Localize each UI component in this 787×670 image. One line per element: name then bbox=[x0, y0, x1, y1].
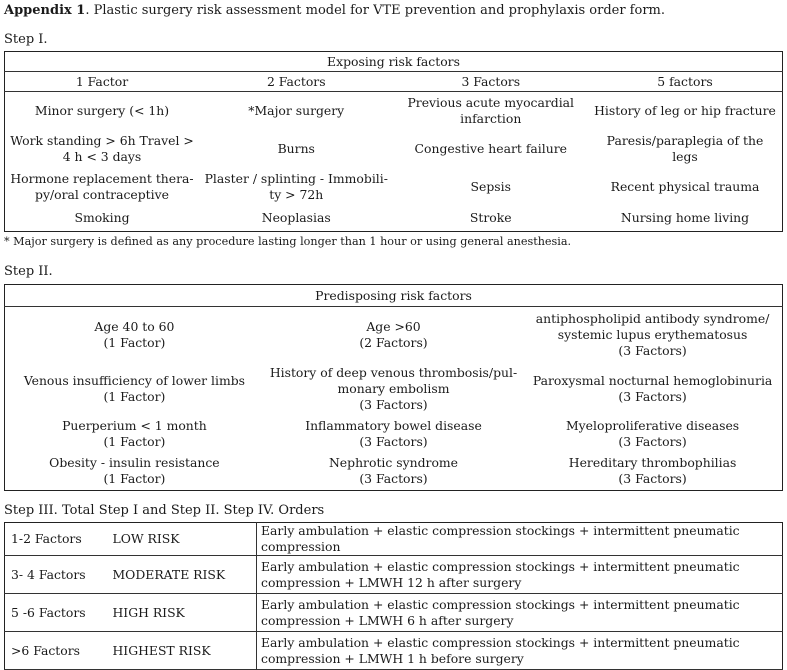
column-header: 5 factors bbox=[657, 73, 713, 89]
predisposing-risk-table bbox=[4, 284, 783, 491]
order-cell: Early ambulation + elastic compression stockings + intermittent pneumatic compression + LMWH 1 h before surgery bbox=[257, 632, 783, 670]
risk-orders-table bbox=[4, 522, 783, 670]
table-cell: Nursing home living bbox=[620, 210, 750, 226]
column-header: 1 Factor bbox=[75, 73, 129, 89]
risk-factor-cell bbox=[523, 363, 782, 415]
order-cell: Early ambulation + elastic compression stockings + intermittent pneumatic compression + LMWH 12 h after surgery bbox=[257, 556, 783, 594]
risk-factor-points: (3 Factors) bbox=[618, 342, 687, 358]
risk-factor-points: (3 Factors) bbox=[359, 433, 428, 449]
risk-factor-name: Age 40 to 60 bbox=[94, 318, 175, 334]
risk-factor-name: Paroxysmal nocturnal hemoglobinuria bbox=[532, 372, 773, 388]
risk-factor-cell bbox=[5, 453, 264, 491]
risk-factor-cell bbox=[264, 307, 523, 363]
risk-factor-cell bbox=[5, 307, 264, 363]
risk-factor-name: Hereditary thrombophilias bbox=[568, 455, 737, 471]
risk-factor-name: Age >60 bbox=[366, 318, 421, 334]
risk-factor-name: Puerperium < 1 month bbox=[62, 417, 207, 433]
column-header: 2 Factors bbox=[266, 73, 326, 89]
risk-factor-points: (1 Factor) bbox=[103, 433, 166, 449]
risk-factor-name: Myeloproliferative diseases bbox=[566, 417, 740, 433]
column-header: 3 Factors bbox=[461, 73, 521, 89]
risk-factor-points: (2 Factors) bbox=[359, 334, 428, 350]
risk-level-cell: LOW RISK bbox=[109, 523, 257, 556]
table-cell: Neoplasias bbox=[261, 210, 331, 226]
table-cell: *Major surgery bbox=[248, 102, 345, 118]
factor-total-cell: 3- 4 Factors bbox=[5, 556, 109, 594]
risk-factor-points: (3 Factors) bbox=[359, 471, 428, 487]
table-cell: Sepsis bbox=[470, 178, 511, 194]
table-cell: Smoking bbox=[74, 210, 130, 226]
table-cell: History of leg or hip fracture bbox=[594, 102, 776, 118]
risk-level-cell: HIGHEST RISK bbox=[109, 632, 257, 670]
risk-factor-points: (3 Factors) bbox=[618, 388, 687, 404]
table-cell: Plaster / splinting - Immobili-ty > 72h bbox=[204, 170, 388, 202]
risk-factor-name: Inflammatory bowel disease bbox=[305, 417, 482, 433]
table-cell: Stroke bbox=[469, 210, 512, 226]
risk-factor-cell bbox=[523, 415, 782, 453]
major-surgery-note: * Major surgery is defined as any procedure lasting longer than 1 hour or using general anesthesia. bbox=[4, 235, 572, 248]
risk-level-cell: MODERATE RISK bbox=[109, 556, 257, 594]
table-cell: Recent physical trauma bbox=[610, 178, 760, 194]
risk-factor-points: (3 Factors) bbox=[618, 433, 687, 449]
table-cell: Minor surgery (< 1h) bbox=[34, 102, 170, 118]
risk-factor-cell bbox=[523, 307, 782, 363]
factor-total-cell: 1-2 Factors bbox=[5, 523, 109, 556]
appendix-title: . Plastic surgery risk assessment model for VTE prevention and prophylaxis order form. bbox=[85, 3, 665, 18]
risk-factor-cell bbox=[264, 453, 523, 491]
step3-label: Step III. Total Step I and Step II. Step IV. Orders bbox=[4, 503, 325, 518]
risk-factor-points: (3 Factors) bbox=[618, 471, 687, 487]
risk-factor-points: (1 Factor) bbox=[103, 334, 166, 350]
exposing-risk-title: Exposing risk factors bbox=[5, 52, 783, 72]
appendix-label: Appendix 1 bbox=[4, 3, 86, 18]
risk-factor-cell bbox=[523, 453, 782, 491]
step2-label: Step II. bbox=[4, 264, 53, 279]
risk-factor-cell bbox=[264, 415, 523, 453]
table-cell: Paresis/paraplegia of the legs bbox=[606, 132, 764, 164]
order-cell: Early ambulation + elastic compression stockings + intermittent pneumatic compression + LMWH 6 h after surgery bbox=[257, 594, 783, 632]
risk-factor-name: Venous insufficiency of lower limbs bbox=[23, 372, 245, 388]
table-cell: Previous acute myocardial infarction bbox=[407, 94, 575, 126]
factor-total-cell: >6 Factors bbox=[5, 632, 109, 670]
table-cell: Hormone replacement thera-py/oral contraceptive bbox=[10, 170, 194, 202]
risk-factor-cell bbox=[5, 415, 264, 453]
risk-factor-name: Obesity - insulin resistance bbox=[49, 455, 220, 471]
risk-factor-name: antiphospholipid antibody syndrome/ systemic lupus erythematosus bbox=[535, 310, 770, 342]
order-cell: Early ambulation + elastic compression stockings + intermittent pneumatic compression bbox=[257, 523, 783, 556]
risk-factor-points: (1 Factor) bbox=[103, 471, 166, 487]
predisposing-risk-title: Predisposing risk factors bbox=[5, 285, 783, 307]
factor-total-cell: 5 -6 Factors bbox=[5, 594, 109, 632]
risk-level-cell: HIGH RISK bbox=[109, 594, 257, 632]
risk-factor-name: Nephrotic syndrome bbox=[328, 455, 458, 471]
appendix-caption bbox=[4, 3, 665, 18]
table-cell: Burns bbox=[277, 140, 315, 156]
table-cell: Work standing > 6h Travel > 4 h < 3 days bbox=[10, 132, 194, 164]
risk-factor-cell bbox=[264, 363, 523, 415]
risk-factor-name: History of deep venous thrombosis/pul-monary embolism bbox=[269, 364, 518, 396]
exposing-risk-table bbox=[4, 51, 783, 232]
risk-factor-cell bbox=[5, 363, 264, 415]
risk-factor-points: (1 Factor) bbox=[103, 388, 166, 404]
step1-label: Step I. bbox=[4, 32, 48, 47]
risk-factor-points: (3 Factors) bbox=[359, 396, 428, 412]
table-cell: Congestive heart failure bbox=[414, 140, 567, 156]
